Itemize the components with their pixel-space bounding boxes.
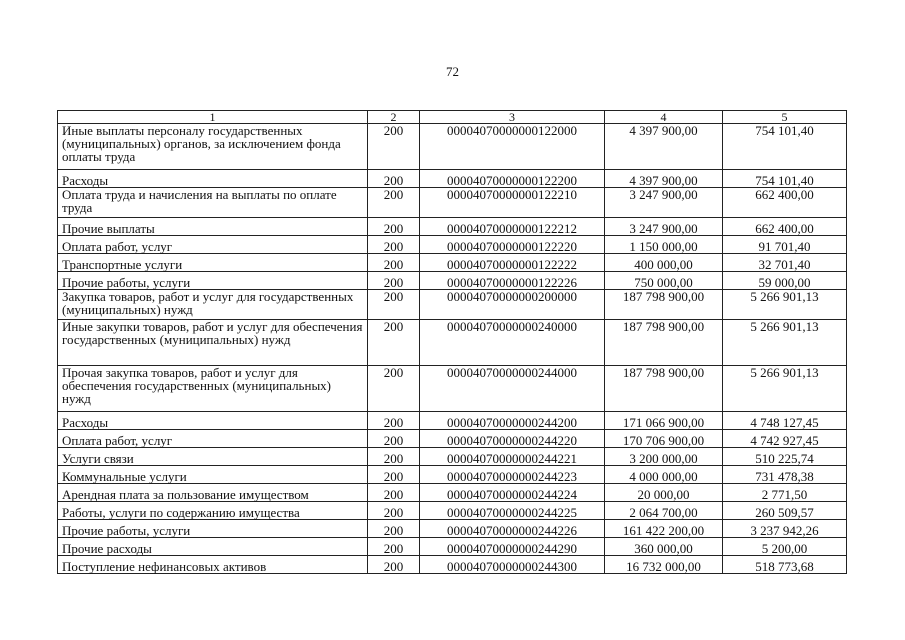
row-code-cell: 200: [368, 466, 420, 484]
row-fact-cell: 5 200,00: [723, 538, 847, 556]
row-kbk-cell: 00004070000000122200: [420, 170, 605, 188]
row-plan-cell: 3 247 900,00: [605, 218, 723, 236]
row-name-cell: Арендная плата за пользование имуществом: [58, 484, 368, 502]
table-row: [58, 556, 847, 574]
row-kbk-cell: 00004070000000122210: [420, 188, 605, 218]
row-code-cell: 200: [368, 188, 420, 218]
row-kbk-cell: 00004070000000244221: [420, 448, 605, 466]
row-name-cell: Иные закупки товаров, работ и услуг для обеспечения государственных (муниципальных) нужд: [58, 320, 368, 366]
row-name-cell: Прочие выплаты: [58, 218, 368, 236]
row-plan-cell: 171 066 900,00: [605, 412, 723, 430]
row-fact-cell: 510 225,74: [723, 448, 847, 466]
row-plan-cell: 170 706 900,00: [605, 430, 723, 448]
row-fact-cell: 32 701,40: [723, 254, 847, 272]
row-code-cell: 200: [368, 484, 420, 502]
row-fact-cell: 2 771,50: [723, 484, 847, 502]
row-name-cell: Иные выплаты персоналу государственных (муниципальных) органов, за исключением фонда оплаты труда: [58, 124, 368, 170]
row-name-cell: Оплата работ, услуг: [58, 430, 368, 448]
row-name-cell: Закупка товаров, работ и услуг для государственных (муниципальных) нужд: [58, 290, 368, 320]
row-fact-cell: 4 742 927,45: [723, 430, 847, 448]
row-name-cell: Прочие работы, услуги: [58, 272, 368, 290]
row-code-cell: 200: [368, 366, 420, 412]
row-name-cell: Прочая закупка товаров, работ и услуг для обеспечения государственных (муниципальных) нужд: [58, 366, 368, 412]
row-fact-cell: 5 266 901,13: [723, 320, 847, 366]
table-row: [58, 290, 847, 320]
row-kbk-cell: 00004070000000244220: [420, 430, 605, 448]
table-row: [58, 412, 847, 430]
row-fact-cell: 731 478,38: [723, 466, 847, 484]
row-kbk-cell: 00004070000000244225: [420, 502, 605, 520]
table-header-row: [58, 111, 847, 124]
row-code-cell: 200: [368, 272, 420, 290]
row-fact-cell: 260 509,57: [723, 502, 847, 520]
table-row: [58, 170, 847, 188]
table-row: [58, 520, 847, 538]
row-code-cell: 200: [368, 502, 420, 520]
row-plan-cell: 3 247 900,00: [605, 188, 723, 218]
table-row: [58, 448, 847, 466]
table-row: [58, 430, 847, 448]
column-header-4: 4: [605, 111, 723, 124]
row-kbk-cell: 00004070000000244200: [420, 412, 605, 430]
budget-table: [57, 110, 847, 574]
row-fact-cell: 662 400,00: [723, 218, 847, 236]
table-row: [58, 236, 847, 254]
row-plan-cell: 1 150 000,00: [605, 236, 723, 254]
row-name-cell: Работы, услуги по содержанию имущества: [58, 502, 368, 520]
row-code-cell: 200: [368, 290, 420, 320]
row-kbk-cell: 00004070000000244226: [420, 520, 605, 538]
table-row: [58, 466, 847, 484]
table-row: [58, 320, 847, 366]
row-plan-cell: 4 000 000,00: [605, 466, 723, 484]
row-fact-cell: 5 266 901,13: [723, 366, 847, 412]
row-name-cell: Услуги связи: [58, 448, 368, 466]
row-code-cell: 200: [368, 412, 420, 430]
table-row: [58, 272, 847, 290]
row-fact-cell: 59 000,00: [723, 272, 847, 290]
row-name-cell: Поступление нефинансовых активов: [58, 556, 368, 574]
table-row: [58, 502, 847, 520]
row-plan-cell: 400 000,00: [605, 254, 723, 272]
row-code-cell: 200: [368, 556, 420, 574]
row-fact-cell: 754 101,40: [723, 124, 847, 170]
row-code-cell: 200: [368, 254, 420, 272]
row-plan-cell: 2 064 700,00: [605, 502, 723, 520]
row-fact-cell: 3 237 942,26: [723, 520, 847, 538]
row-plan-cell: 161 422 200,00: [605, 520, 723, 538]
row-kbk-cell: 00004070000000122000: [420, 124, 605, 170]
row-plan-cell: 360 000,00: [605, 538, 723, 556]
row-kbk-cell: 00004070000000240000: [420, 320, 605, 366]
row-code-cell: 200: [368, 170, 420, 188]
row-code-cell: 200: [368, 236, 420, 254]
table-row: [58, 366, 847, 412]
column-header-2: 2: [368, 111, 420, 124]
row-fact-cell: 662 400,00: [723, 188, 847, 218]
row-kbk-cell: 00004070000000122220: [420, 236, 605, 254]
row-name-cell: Прочие расходы: [58, 538, 368, 556]
row-kbk-cell: 00004070000000200000: [420, 290, 605, 320]
table-row: [58, 484, 847, 502]
row-kbk-cell: 00004070000000244224: [420, 484, 605, 502]
row-plan-cell: 3 200 000,00: [605, 448, 723, 466]
row-code-cell: 200: [368, 520, 420, 538]
row-kbk-cell: 00004070000000122226: [420, 272, 605, 290]
table-row: [58, 124, 847, 170]
row-name-cell: Расходы: [58, 170, 368, 188]
row-name-cell: Оплата работ, услуг: [58, 236, 368, 254]
table-row: [58, 188, 847, 218]
row-plan-cell: 4 397 900,00: [605, 124, 723, 170]
row-plan-cell: 187 798 900,00: [605, 366, 723, 412]
table-row: [58, 218, 847, 236]
page-number: 72: [446, 64, 459, 79]
row-plan-cell: 20 000,00: [605, 484, 723, 502]
column-header-3: 3: [420, 111, 605, 124]
column-header-1: 1: [58, 111, 368, 124]
row-kbk-cell: 00004070000000244000: [420, 366, 605, 412]
row-fact-cell: 754 101,40: [723, 170, 847, 188]
row-kbk-cell: 00004070000000244223: [420, 466, 605, 484]
row-name-cell: Коммунальные услуги: [58, 466, 368, 484]
row-code-cell: 200: [368, 538, 420, 556]
row-plan-cell: 187 798 900,00: [605, 320, 723, 366]
row-code-cell: 200: [368, 448, 420, 466]
row-name-cell: Транспортные услуги: [58, 254, 368, 272]
row-code-cell: 200: [368, 320, 420, 366]
row-name-cell: Расходы: [58, 412, 368, 430]
row-plan-cell: 4 397 900,00: [605, 170, 723, 188]
row-code-cell: 200: [368, 430, 420, 448]
row-name-cell: Оплата труда и начисления на выплаты по оплате труда: [58, 188, 368, 218]
row-fact-cell: 91 701,40: [723, 236, 847, 254]
row-name-cell: Прочие работы, услуги: [58, 520, 368, 538]
row-fact-cell: 518 773,68: [723, 556, 847, 574]
row-fact-cell: 5 266 901,13: [723, 290, 847, 320]
table-row: [58, 538, 847, 556]
row-kbk-cell: 00004070000000244290: [420, 538, 605, 556]
row-fact-cell: 4 748 127,45: [723, 412, 847, 430]
row-code-cell: 200: [368, 218, 420, 236]
row-kbk-cell: 00004070000000122212: [420, 218, 605, 236]
row-plan-cell: 750 000,00: [605, 272, 723, 290]
row-plan-cell: 16 732 000,00: [605, 556, 723, 574]
row-plan-cell: 187 798 900,00: [605, 290, 723, 320]
table-row: [58, 254, 847, 272]
row-kbk-cell: 00004070000000244300: [420, 556, 605, 574]
row-kbk-cell: 00004070000000122222: [420, 254, 605, 272]
column-header-5: 5: [723, 111, 847, 124]
row-code-cell: 200: [368, 124, 420, 170]
table-body: [58, 124, 847, 574]
